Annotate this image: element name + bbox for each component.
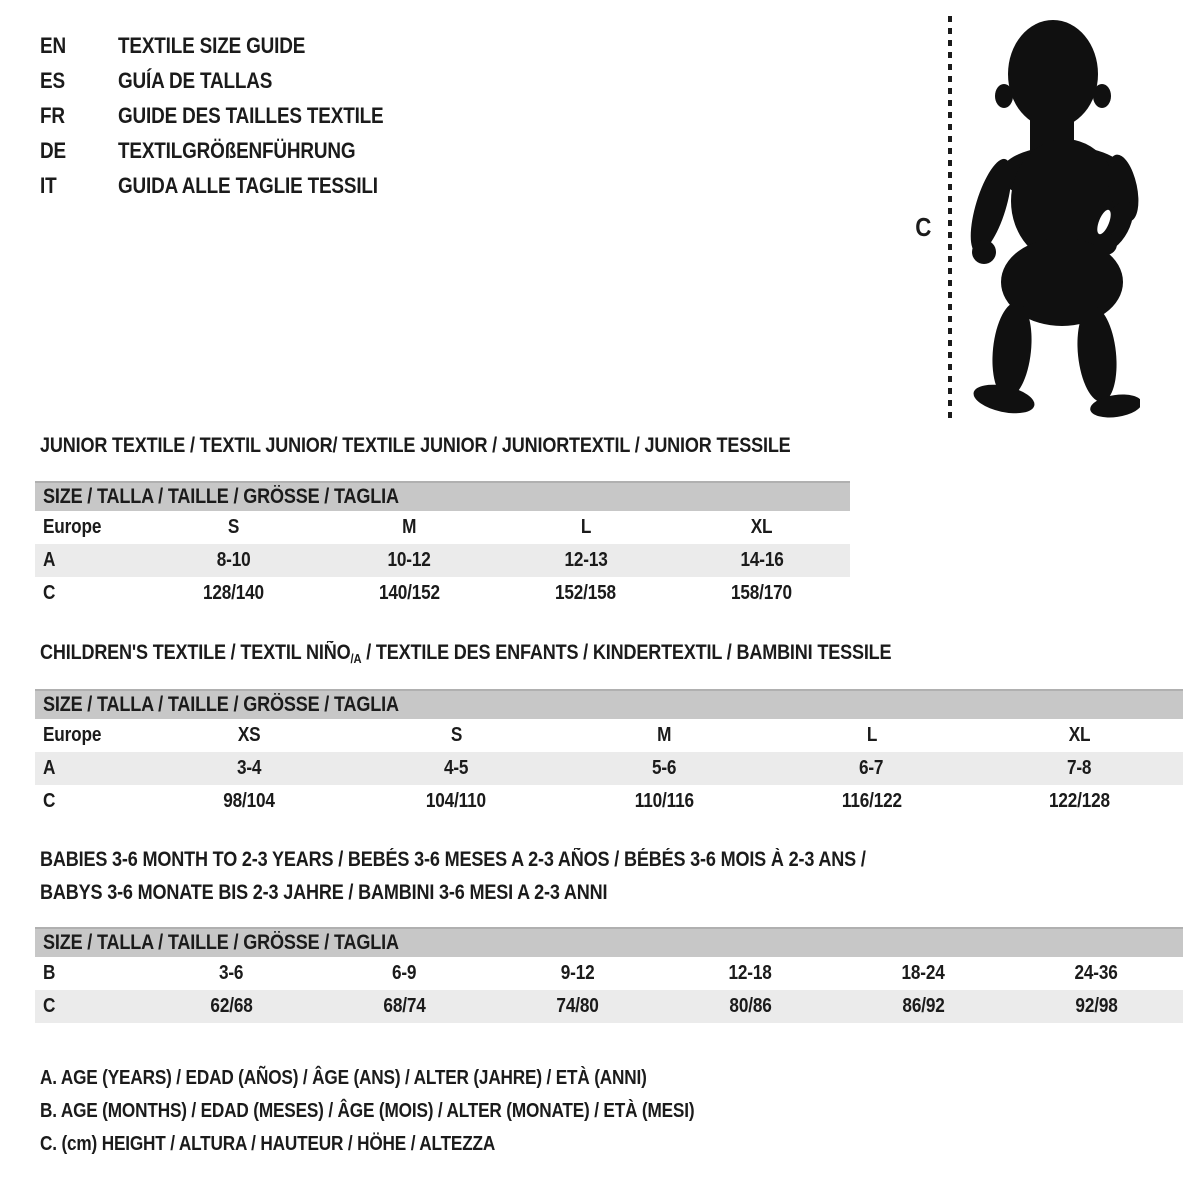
height-value: 104/110 (426, 790, 487, 812)
row-label: C (43, 995, 56, 1017)
measure-label-c: C (915, 212, 932, 242)
age-value: 7-8 (1066, 757, 1092, 779)
height-value: 140/152 (378, 582, 440, 604)
language-title-list (40, 28, 427, 203)
lang-code: ES (40, 67, 65, 93)
height-value: 74/80 (556, 995, 599, 1017)
age-value: 3-6 (219, 962, 244, 984)
row-label: Europe (43, 516, 102, 538)
age-value: 5-6 (651, 757, 677, 779)
children-section-title (40, 641, 1030, 667)
lang-title: TEXTILE SIZE GUIDE (118, 32, 306, 58)
height-value: 62/68 (210, 995, 253, 1017)
height-value: 86/92 (902, 995, 945, 1017)
table-row (35, 785, 1183, 818)
babies-size-table (35, 927, 1183, 1023)
row-label: C (43, 582, 56, 604)
row-label: C (43, 790, 56, 812)
table-row (35, 957, 1183, 990)
height-value: 128/140 (202, 582, 264, 604)
legend-line-a: A. AGE (YEARS) / EDAD (AÑOS) / ÂGE (ANS) / ALTER (JAHRE) / ETÀ (ANNI) (40, 1067, 647, 1089)
size-value: XS (237, 724, 261, 746)
table-row (35, 990, 1183, 1023)
size-value: M (402, 516, 417, 538)
babies-section-title-line1: BABIES 3-6 MONTH TO 2-3 YEARS / BEBÉS 3-6 MESES A 2-3 AÑOS / BÉBÉS 3-6 MOIS À 2-3 ANS / (40, 848, 866, 871)
age-value: 6-9 (392, 962, 417, 984)
lang-code: DE (40, 137, 66, 163)
age-value: 6-7 (859, 757, 884, 779)
height-value: 68/74 (383, 995, 426, 1017)
age-value: 8-10 (216, 549, 250, 571)
lang-title: GUIDA ALLE TAGLIE TESSILI (118, 172, 378, 198)
age-value: 18-24 (901, 962, 946, 984)
height-value: 92/98 (1075, 995, 1118, 1017)
height-value: 122/128 (1048, 790, 1110, 812)
lang-title: TEXTILGRÖßENFÜHRUNG (118, 137, 356, 163)
toddler-silhouette (968, 16, 1140, 418)
table-row (35, 544, 850, 577)
size-value: S (450, 724, 463, 746)
height-measure-dashed-line (948, 16, 952, 418)
lang-row (40, 28, 427, 63)
size-header-bar (35, 689, 1183, 719)
row-label: Europe (43, 724, 102, 746)
age-value: 12-18 (728, 962, 773, 984)
size-value: XL (751, 516, 773, 538)
lang-code: EN (40, 32, 66, 58)
row-label: A (43, 757, 56, 779)
size-header-label: SIZE / TALLA / TAILLE / GRÖSSE / TAGLIA (43, 485, 399, 508)
row-label: A (43, 549, 56, 571)
table-row (35, 719, 1183, 752)
age-value: 12-13 (564, 549, 608, 571)
lang-code: IT (40, 172, 57, 198)
age-value: 9-12 (560, 962, 595, 984)
age-value: 24-36 (1074, 962, 1119, 984)
row-label: B (43, 962, 56, 984)
size-header-label: SIZE / TALLA / TAILLE / GRÖSSE / TAGLIA (43, 931, 399, 954)
children-title-main: CHILDREN'S TEXTILE / TEXTIL NIÑO (40, 641, 351, 664)
lang-row (40, 133, 427, 168)
age-value: 10-12 (387, 549, 431, 571)
legend-line-b: B. AGE (MONTHS) / EDAD (MESES) / ÂGE (MOIS) / ALTER (MONATE) / ETÀ (MESI) (40, 1100, 695, 1122)
junior-size-table (35, 481, 850, 610)
size-header-label: SIZE / TALLA / TAILLE / GRÖSSE / TAGLIA (43, 693, 399, 716)
size-value: M (656, 724, 672, 746)
lang-row (40, 63, 427, 98)
size-value: L (866, 724, 877, 746)
height-value: 152/158 (555, 582, 617, 604)
age-value: 14-16 (740, 549, 784, 571)
size-header-bar (35, 927, 1183, 957)
legend-line-c: C. (cm) HEIGHT / ALTURA / HAUTEUR / HÖHE / ALTEZZA (40, 1133, 496, 1155)
children-title-rest: / TEXTILE DES ENFANTS / KINDERTEXTIL / BAMBINI TESSILE (361, 641, 892, 664)
height-value: 116/122 (841, 790, 902, 812)
junior-section-title: JUNIOR TEXTILE / TEXTIL JUNIOR/ TEXTILE JUNIOR / JUNIORTEXTIL / JUNIOR TESSILE (40, 434, 791, 457)
age-value: 3-4 (236, 757, 261, 779)
lang-title: GUIDE DES TAILLES TEXTILE (118, 102, 384, 128)
table-row (35, 577, 850, 610)
height-value: 158/170 (731, 582, 793, 604)
table-row (35, 752, 1183, 785)
babies-section-title-line2: BABYS 3-6 MONATE BIS 2-3 JAHRE / BAMBINI 3-6 MESI A 2-3 ANNI (40, 881, 608, 904)
height-value: 98/104 (222, 790, 275, 812)
size-header-bar (35, 481, 850, 511)
lang-code: FR (40, 102, 65, 128)
children-title-subscript: /A (350, 651, 362, 666)
table-row (35, 511, 850, 544)
legend (40, 1062, 801, 1161)
size-value: S (227, 516, 239, 538)
age-value: 4-5 (444, 757, 469, 779)
height-value: 80/86 (729, 995, 772, 1017)
size-value: L (580, 516, 591, 538)
lang-row (40, 168, 427, 203)
size-value: XL (1068, 724, 1090, 746)
children-size-table (35, 689, 1183, 818)
lang-title: GUÍA DE TALLAS (118, 67, 273, 93)
height-value: 110/116 (634, 790, 694, 812)
lang-row (40, 98, 427, 133)
